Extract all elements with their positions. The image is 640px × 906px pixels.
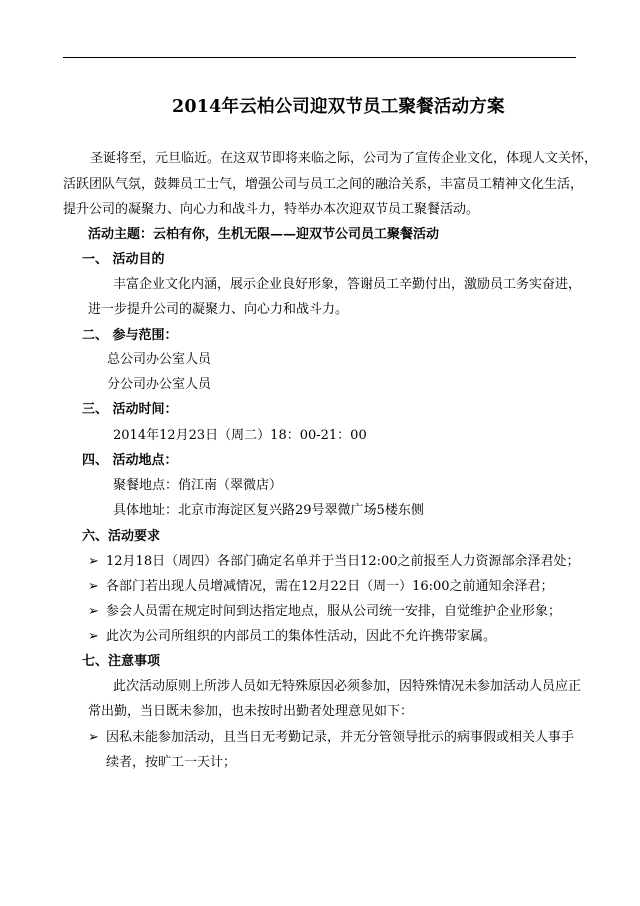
location-line: 聚餐地点：俏江南（翠微店） bbox=[113, 478, 283, 493]
location-line: 具体地址：北京市海淀区复兴路29号翠微广场5楼东侧 bbox=[113, 503, 424, 518]
arrow-bullet-icon: ➢ bbox=[88, 730, 99, 745]
section-heading-location: 四、 活动地点： bbox=[82, 453, 178, 468]
activity-theme: 活动主题：云柏有你，生机无限——迎双节公司员工聚餐活动 bbox=[88, 227, 440, 242]
notes-bullet-line: 因私未能参加活动，且当日无考勤记录，并无分管领导批示的病事假或相关人事手 bbox=[106, 730, 575, 745]
purpose-line: 丰富企业文化内涵，展示企业良好形象，答谢员工辛勤付出，激励员工务实奋进， bbox=[113, 277, 582, 292]
time-line: 2014年12月23日（周二）18：00-21：00 bbox=[113, 428, 367, 443]
requirement-item: 参会人员需在规定时间到达指定地点，服从公司统一安排，自觉维护企业形象； bbox=[106, 604, 562, 619]
arrow-bullet-icon: ➢ bbox=[88, 629, 99, 644]
intro-line: 提升公司的凝聚力、向心力和战斗力，特举办本次迎双节员工聚餐活动。 bbox=[63, 202, 480, 217]
section-heading-purpose: 一、 活动目的 bbox=[82, 252, 165, 267]
intro-line: 圣诞将至，元旦临近。在这双节即将来临之际，公司为了宣传企业文化，体现人文关怀， bbox=[90, 151, 598, 166]
scope-line: 分公司办公室人员 bbox=[107, 377, 212, 392]
section-heading-time: 三、 活动时间： bbox=[82, 402, 178, 417]
purpose-line: 进一步提升公司的凝聚力、向心力和战斗力。 bbox=[88, 302, 349, 317]
notes-bullet-line: 续者，按旷工一天计； bbox=[106, 755, 237, 770]
document-title: 2014年云柏公司迎双节员工聚餐活动方案 bbox=[172, 97, 505, 117]
section-heading-requirements: 六、活动要求 bbox=[82, 529, 161, 544]
intro-line: 活跃团队气氛，鼓舞员工士气，增强公司与员工之间的融洽关系，丰富员工精神文化生活， bbox=[63, 177, 584, 192]
section-heading-scope: 二、 参与范围： bbox=[82, 328, 178, 343]
header-rule bbox=[63, 57, 576, 58]
requirement-item: 各部门若出现人员增减情况，需在12月22日（周一）16:00之前通知余泽君； bbox=[106, 579, 554, 594]
requirement-item: 12月18日（周四）各部门确定名单并于当日12:00之前报至人力资源部余泽君处； bbox=[106, 554, 580, 569]
arrow-bullet-icon: ➢ bbox=[88, 604, 99, 619]
arrow-bullet-icon: ➢ bbox=[88, 554, 99, 569]
scope-line: 总公司办公室人员 bbox=[107, 352, 212, 367]
notes-line: 常出勤，当日既未参加，也未按时出勤者处理意见如下： bbox=[88, 704, 414, 719]
section-heading-notes: 七、注意事项 bbox=[82, 654, 161, 669]
requirement-item: 此次为公司所组织的内部员工的集体性活动，因此不允许携带家属。 bbox=[106, 629, 497, 644]
arrow-bullet-icon: ➢ bbox=[88, 579, 99, 594]
notes-line: 此次活动原则上所涉人员如无特殊原因必须参加，因特殊情况未参加活动人员应正 bbox=[113, 679, 582, 694]
